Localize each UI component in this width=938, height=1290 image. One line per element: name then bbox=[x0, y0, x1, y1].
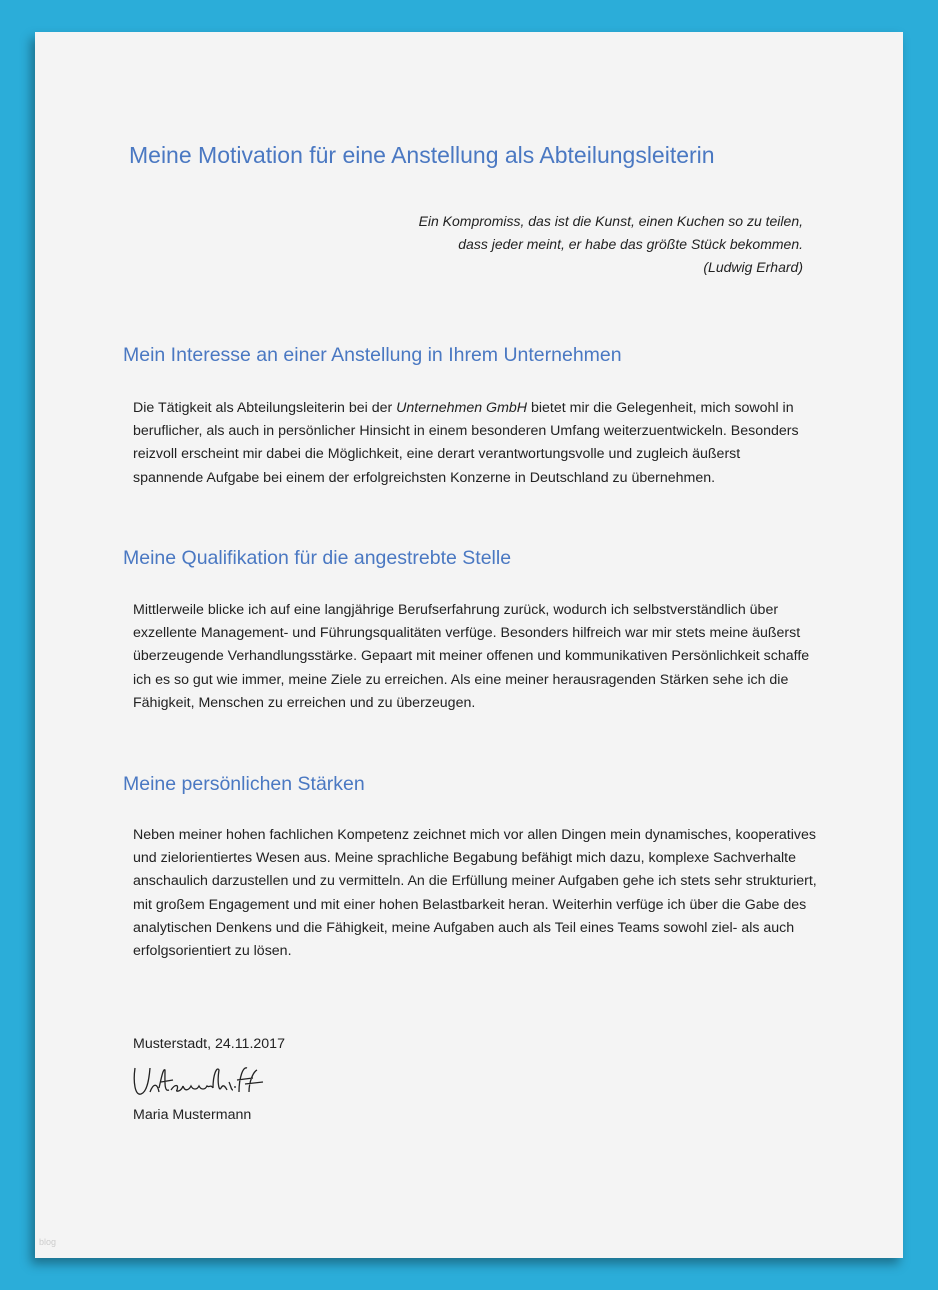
quote bbox=[419, 210, 803, 279]
watermark: blog bbox=[39, 1237, 57, 1247]
text: Die Tätigkeit als Abteilungsleiterin bei der bbox=[133, 400, 397, 416]
document-title: Meine Motivation für eine Anstellung als Abteilungsleiterin bbox=[129, 142, 715, 168]
section-heading: Meine persönlichen Stärken bbox=[123, 773, 365, 795]
quote-line: Ein Kompromiss, das ist die Kunst, einen Kuchen so zu teilen, bbox=[418, 213, 803, 229]
section-paragraph bbox=[133, 397, 813, 490]
section-paragraph: Mittlerweile blicke ich auf eine langjährige Berufserfahrung zurück, wodurch ich selbstverständlich über exzellente Management- und Führungsqualitäten verfüge. Besonders hilfreich war mir stets meine äußerst überzeugende Verhandlungsstärke. Gepaart mit meiner offenen und kommunikativen Persönlichkeit schaffe ich es so gut wie immer, meine Ziele zu erreichen. Als eine meiner herausragenden Stärken sehe ich die Fähigkeit, Menschen zu erreichen und zu überzeugen. bbox=[133, 602, 810, 711]
section-heading: Mein Interesse an einer Anstellung in Ihrem Unternehmen bbox=[123, 344, 622, 366]
section-heading: Meine Qualifikation für die angestrebte Stelle bbox=[123, 547, 512, 569]
company-name: Unternehmen GmbH bbox=[396, 400, 528, 416]
document-page bbox=[35, 32, 903, 1258]
text: bietet mir die Gelegenheit, mich sowohl in beruflicher, als auch in persönlicher Hinsicht in einem besonderen Umfang weiterzuentwickeln. Besonders reizvoll erscheint mir dabei die Möglichkeit, eine derart verantwortungsvolle und zugleich äußerst spannende Aufgabe bei einem der erfolgreichsten Konzerne in Deutschland zu übernehmen. bbox=[133, 400, 799, 486]
section-paragraph: Neben meiner hohen fachlichen Kompetenz zeichnet mich vor allen Dingen mein dynamisches, kooperatives und zielorientiertes Wesen aus. Meine sprachliche Begabung befähigt mich dazu, komplexe Sachverhalte anschaulich darzustellen und zu vermitteln. An die Erfüllung meiner Aufgaben gehe ich stets sehr strukturiert, mit großem Engagement und mit einer hohen Belastbarkeit heran. Weiterhin verfüge ich über die Gabe des analytischen Denkens und die Fähigkeit, meine Aufgaben auch als Teil eines Teams sowohl ziel- als auch erfolgsorientiert zu lösen. bbox=[133, 827, 817, 960]
quote-line: dass jeder meint, er habe das größte Stück bekommen. bbox=[458, 236, 803, 252]
place-date: Musterstadt, 24.11.2017 bbox=[133, 1036, 285, 1052]
handwritten-signature bbox=[131, 1062, 271, 1102]
quote-author: (Ludwig Erhard) bbox=[703, 259, 803, 275]
signer-name: Maria Mustermann bbox=[133, 1107, 252, 1123]
